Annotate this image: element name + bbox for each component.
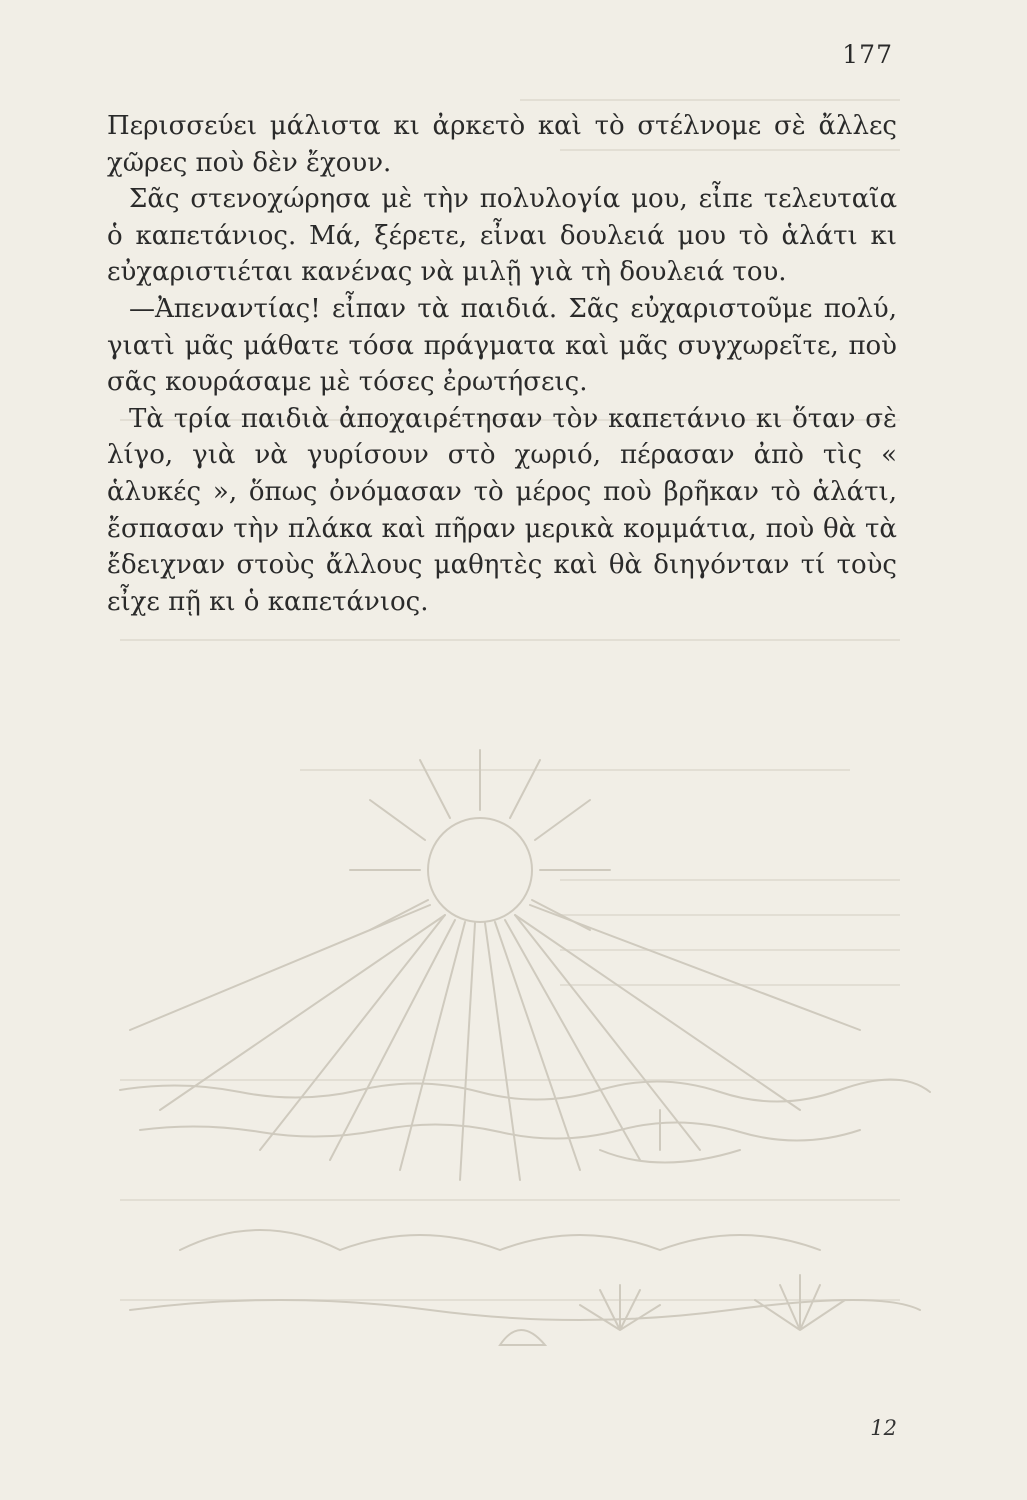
- paragraph-4: Τὰ τρία παιδιὰ ἀποχαιρέτησαν τὸν καπετάνιο κι ὅταν σὲ λίγο, γιὰ νὰ γυρίσουν στὸ χωριό, πέρασαν ἀπὸ τὶς « ἁλυκές », ὅπως ὀνόμασαν τὸ μέρος ποὺ βρῆκαν τὸ ἁλάτι, ἔσπασαν τὴν πλάκα καὶ πῆραν μερικὰ κομμάτια, ποὺ θὰ τὰ ἔδειχναν στοὺς ἄλλους μαθητὲς καὶ θὰ διηγόνταν τί τοὺς εἶχε πῇ κι ὁ καπετάνιος.: [107, 403, 897, 617]
- body-text: [107, 108, 897, 620]
- paragraph-3: —Ἀπεναντίας! εἶπαν τὰ παιδιά. Σᾶς εὐχαριστοῦμε πολύ, γιατὶ μᾶς μάθατε τόσα πράγματα καὶ μᾶς συγχωρεῖτε, ποὺ σᾶς κουράσαμε μὲ τόσες ἐρωτήσεις.: [107, 293, 897, 398]
- page-number: 177: [842, 40, 893, 69]
- signature-mark: 12: [870, 1416, 897, 1440]
- paragraph-1: Περισσεύει μάλιστα κι ἀρκετὸ καὶ τὸ στέλνομε σὲ ἄλλες χῶρες ποὺ δὲν ἔχουν.: [107, 111, 897, 178]
- sun-over-salt-marsh-illustration: [100, 730, 950, 1390]
- paragraph-2: Σᾶς στενοχώρησα μὲ τὴν πολυλογία μου, εἶπε τελευταῖα ὁ καπετάνιος. Μά, ξέρετε, εἶναι δουλειά μου τὸ ἁλάτι κι εὐχαριστιέται κανένας νὰ μιλῇ γιὰ τὴ δουλειά του.: [107, 184, 897, 288]
